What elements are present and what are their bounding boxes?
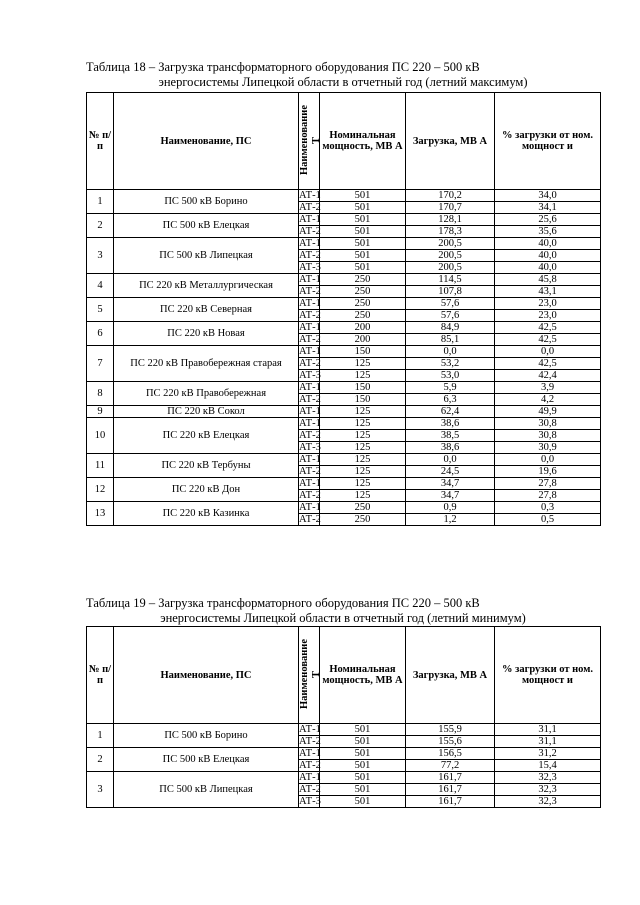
cell-load: 34,7 [406, 478, 495, 490]
cell-percent: 42,5 [495, 358, 601, 370]
cell-power: 250 [320, 502, 406, 514]
header-transformer [299, 627, 320, 724]
cell-num: 2 [87, 748, 114, 772]
cell-substation-name: ПС 220 кВ Правобережная [114, 382, 299, 406]
cell-power: 501 [320, 226, 406, 238]
cell-load: 38,6 [406, 418, 495, 430]
cell-transformer: АТ-1 [299, 346, 321, 357]
table-row [87, 190, 601, 202]
cell-num: 12 [87, 478, 114, 502]
cell-percent: 32,3 [495, 772, 601, 784]
cell-substation-name: ПС 220 кВ Казинка [114, 502, 299, 526]
cell-power: 250 [320, 274, 406, 286]
header-power: Номинальная мощность, МВ А [320, 93, 406, 190]
header-num: № п/ п [87, 627, 114, 724]
cell-substation-name: ПС 220 кВ Елецкая [114, 418, 299, 454]
cell-load: 77,2 [406, 760, 495, 772]
cell-substation-name: ПС 220 кВ Металлургическая [114, 274, 299, 298]
table-19 [86, 626, 601, 808]
cell-substation-name: ПС 500 кВ Елецкая [114, 748, 299, 772]
cell-percent: 25,6 [495, 214, 601, 226]
cell-power: 150 [320, 382, 406, 394]
table-19-body [87, 724, 601, 808]
cell-transformer: АТ-1 [299, 418, 321, 429]
cell-transformer: АТ-2 [299, 358, 321, 369]
cell-load: 62,4 [406, 406, 495, 418]
cell-load: 128,1 [406, 214, 495, 226]
cell-load: 1,2 [406, 514, 495, 526]
cell-percent: 30,8 [495, 430, 601, 442]
cell-transformer: АТ-3 [299, 796, 321, 807]
cell-transformer: АТ-2 [299, 736, 321, 747]
cell-transformer: АТ-1 [299, 190, 321, 201]
cell-load: 57,6 [406, 310, 495, 322]
cell-num: 8 [87, 382, 114, 406]
cell-power: 501 [320, 748, 406, 760]
cell-load: 200,5 [406, 250, 495, 262]
table-row [87, 238, 601, 250]
cell-transformer: АТ-2 [299, 784, 321, 795]
cell-percent: 23,0 [495, 298, 601, 310]
cell-transformer: АТ-1 [299, 748, 321, 759]
cell-num: 9 [87, 406, 114, 418]
cell-power: 125 [320, 358, 406, 370]
cell-load: 161,7 [406, 784, 495, 796]
cell-percent: 3,9 [495, 382, 601, 394]
cell-num: 10 [87, 418, 114, 454]
cell-num: 1 [87, 190, 114, 214]
cell-transformer: АТ-2 [299, 334, 321, 345]
cell-transformer: АТ-2 [299, 394, 321, 405]
cell-transformer: АТ-1 [299, 382, 321, 393]
cell-num: 2 [87, 214, 114, 238]
header-transformer-label: Наименование Т [299, 104, 322, 175]
cell-transformer: АТ-1 [299, 478, 321, 489]
cell-percent: 42,5 [495, 322, 601, 334]
cell-power: 125 [320, 466, 406, 478]
cell-num: 3 [87, 772, 114, 808]
cell-transformer: АТ-1 [299, 214, 321, 225]
cell-percent: 32,3 [495, 784, 601, 796]
cell-substation-name: ПС 500 кВ Борино [114, 724, 299, 748]
cell-load: 84,9 [406, 322, 495, 334]
cell-substation-name: ПС 220 кВ Сокол [114, 406, 299, 418]
cell-load: 161,7 [406, 796, 495, 808]
cell-load: 38,6 [406, 442, 495, 454]
header-power: Номинальная мощность, МВ А [320, 627, 406, 724]
table-row [87, 214, 601, 226]
cell-substation-name: ПС 220 кВ Тербуны [114, 454, 299, 478]
cell-percent: 19,6 [495, 466, 601, 478]
cell-transformer: АТ-2 [299, 466, 321, 477]
cell-percent: 42,4 [495, 370, 601, 382]
table-19-caption [86, 596, 600, 626]
cell-percent: 0,0 [495, 454, 601, 466]
cell-substation-name: ПС 500 кВ Елецкая [114, 214, 299, 238]
table-row [87, 748, 601, 760]
cell-percent: 32,3 [495, 796, 601, 808]
table-row [87, 454, 601, 466]
cell-substation-name: ПС 220 кВ Северная [114, 298, 299, 322]
cell-percent: 0,3 [495, 502, 601, 514]
cell-percent: 30,9 [495, 442, 601, 454]
cell-power: 501 [320, 262, 406, 274]
header-load: Загрузка, МВ А [406, 627, 495, 724]
cell-num: 11 [87, 454, 114, 478]
cell-power: 125 [320, 406, 406, 418]
cell-transformer: АТ-1 [299, 454, 321, 465]
cell-substation-name: ПС 500 кВ Липецкая [114, 238, 299, 274]
header-num: № п/ п [87, 93, 114, 190]
cell-transformer: АТ-1 [299, 724, 321, 735]
cell-transformer: АТ-2 [299, 430, 321, 441]
cell-power: 150 [320, 346, 406, 358]
table-row [87, 406, 601, 418]
cell-power: 250 [320, 286, 406, 298]
cell-power: 125 [320, 442, 406, 454]
cell-power: 501 [320, 250, 406, 262]
cell-load: 0,9 [406, 502, 495, 514]
cell-load: 85,1 [406, 334, 495, 346]
cell-substation-name: ПС 220 кВ Новая [114, 322, 299, 346]
cell-power: 125 [320, 430, 406, 442]
caption-line-2: энергосистемы Липецкой области в отчетный год (летний минимум) [160, 611, 526, 625]
cell-load: 24,5 [406, 466, 495, 478]
cell-percent: 40,0 [495, 250, 601, 262]
cell-num: 1 [87, 724, 114, 748]
cell-transformer: АТ-1 [299, 406, 321, 417]
cell-percent: 23,0 [495, 310, 601, 322]
cell-substation-name: ПС 220 кВ Правобережная старая [114, 346, 299, 382]
header-name: Наименование, ПС [114, 93, 299, 190]
cell-load: 5,9 [406, 382, 495, 394]
cell-load: 114,5 [406, 274, 495, 286]
cell-load: 0,0 [406, 346, 495, 358]
table-row [87, 382, 601, 394]
table-18-body [87, 190, 601, 526]
cell-power: 501 [320, 772, 406, 784]
cell-substation-name: ПС 500 кВ Борино [114, 190, 299, 214]
cell-load: 38,5 [406, 430, 495, 442]
cell-load: 53,0 [406, 370, 495, 382]
cell-transformer: АТ-1 [299, 274, 321, 285]
cell-transformer: АТ-2 [299, 490, 321, 501]
cell-load: 53,2 [406, 358, 495, 370]
cell-power: 501 [320, 214, 406, 226]
cell-load: 200,5 [406, 262, 495, 274]
table-row [87, 274, 601, 286]
cell-num: 6 [87, 322, 114, 346]
caption-line-2: энергосистемы Липецкой области в отчетный год (летний максимум) [158, 75, 528, 89]
cell-transformer: АТ-2 [299, 202, 321, 213]
cell-num: 13 [87, 502, 114, 526]
cell-transformer: АТ-2 [299, 514, 321, 525]
cell-power: 125 [320, 490, 406, 502]
cell-percent: 4,2 [495, 394, 601, 406]
table-row [87, 478, 601, 490]
cell-load: 34,7 [406, 490, 495, 502]
cell-num: 3 [87, 238, 114, 274]
cell-load: 200,5 [406, 238, 495, 250]
cell-power: 501 [320, 784, 406, 796]
cell-percent: 27,8 [495, 490, 601, 502]
cell-transformer: АТ-2 [299, 286, 321, 297]
cell-load: 107,8 [406, 286, 495, 298]
caption-line-1: Таблица 19 – Загрузка трансформаторного оборудования ПС 220 – 500 кВ [86, 596, 480, 610]
cell-num: 5 [87, 298, 114, 322]
table-row [87, 298, 601, 310]
cell-percent: 31,1 [495, 724, 601, 736]
header-transformer [299, 93, 320, 190]
cell-percent: 30,8 [495, 418, 601, 430]
cell-percent: 31,2 [495, 748, 601, 760]
cell-transformer: АТ-1 [299, 502, 321, 513]
cell-percent: 42,5 [495, 334, 601, 346]
table-row [87, 772, 601, 784]
table-row [87, 502, 601, 514]
cell-transformer: АТ-2 [299, 760, 321, 771]
header-transformer-label: Наименование Т [299, 638, 322, 709]
table-row [87, 322, 601, 334]
cell-percent: 0,0 [495, 346, 601, 358]
header-percent: % загрузки от ном. мощност и [495, 627, 601, 724]
table-18 [86, 92, 601, 526]
cell-transformer: АТ-2 [299, 226, 321, 237]
cell-load: 156,5 [406, 748, 495, 760]
cell-transformer: АТ-1 [299, 238, 321, 249]
cell-load: 170,7 [406, 202, 495, 214]
cell-power: 125 [320, 370, 406, 382]
cell-percent: 40,0 [495, 238, 601, 250]
cell-transformer: АТ-1 [299, 772, 321, 783]
cell-power: 250 [320, 298, 406, 310]
cell-power: 125 [320, 478, 406, 490]
cell-transformer: АТ-3 [299, 262, 321, 273]
cell-percent: 0,5 [495, 514, 601, 526]
cell-load: 57,6 [406, 298, 495, 310]
cell-load: 155,9 [406, 724, 495, 736]
cell-percent: 15,4 [495, 760, 601, 772]
cell-percent: 27,8 [495, 478, 601, 490]
table-row [87, 346, 601, 358]
cell-transformer: АТ-3 [299, 442, 321, 453]
header-percent: % загрузки от ном. мощност и [495, 93, 601, 190]
cell-power: 501 [320, 736, 406, 748]
cell-power: 501 [320, 238, 406, 250]
cell-percent: 35,6 [495, 226, 601, 238]
cell-power: 501 [320, 796, 406, 808]
cell-power: 200 [320, 334, 406, 346]
cell-percent: 34,1 [495, 202, 601, 214]
cell-power: 150 [320, 394, 406, 406]
cell-percent: 49,9 [495, 406, 601, 418]
cell-num: 4 [87, 274, 114, 298]
cell-num: 7 [87, 346, 114, 382]
table-18-caption [86, 60, 600, 90]
table-row [87, 418, 601, 430]
cell-transformer: АТ-1 [299, 298, 321, 309]
cell-load: 155,6 [406, 736, 495, 748]
cell-power: 250 [320, 310, 406, 322]
cell-transformer: АТ-2 [299, 250, 321, 261]
cell-load: 6,3 [406, 394, 495, 406]
cell-power: 501 [320, 724, 406, 736]
cell-load: 0,0 [406, 454, 495, 466]
cell-substation-name: ПС 500 кВ Липецкая [114, 772, 299, 808]
table-row [87, 724, 601, 736]
cell-power: 125 [320, 454, 406, 466]
cell-power: 501 [320, 190, 406, 202]
cell-power: 501 [320, 202, 406, 214]
cell-power: 501 [320, 760, 406, 772]
cell-power: 125 [320, 418, 406, 430]
cell-power: 250 [320, 514, 406, 526]
cell-transformer: АТ-1 [299, 322, 321, 333]
cell-percent: 43,1 [495, 286, 601, 298]
cell-percent: 34,0 [495, 190, 601, 202]
cell-percent: 40,0 [495, 262, 601, 274]
header-name: Наименование, ПС [114, 627, 299, 724]
cell-transformer: АТ-2 [299, 310, 321, 321]
caption-line-1: Таблица 18 – Загрузка трансформаторного оборудования ПС 220 – 500 кВ [86, 60, 480, 74]
cell-load: 161,7 [406, 772, 495, 784]
cell-load: 178,3 [406, 226, 495, 238]
cell-substation-name: ПС 220 кВ Дон [114, 478, 299, 502]
cell-load: 170,2 [406, 190, 495, 202]
cell-power: 200 [320, 322, 406, 334]
cell-percent: 31,1 [495, 736, 601, 748]
cell-percent: 45,8 [495, 274, 601, 286]
cell-transformer: АТ-3 [299, 370, 321, 381]
header-load: Загрузка, МВ А [406, 93, 495, 190]
